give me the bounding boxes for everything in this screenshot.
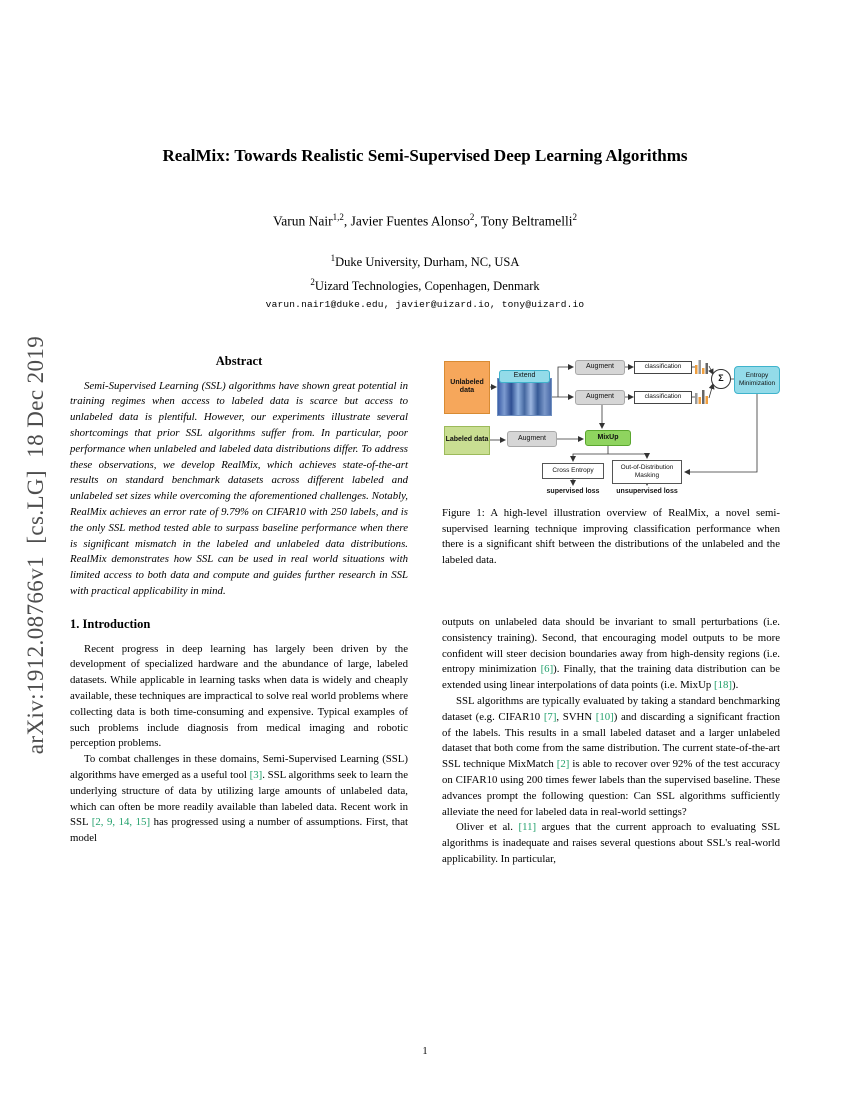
unlabeled-data-box: Unlabeled data [444, 361, 490, 414]
body-paragraph: Oliver et al. [11] argues that the current approach to evaluating SSL algorithms is inadequate and raises several questions about SSL's real-world applicability. In particular, [442, 821, 780, 865]
body-paragraph: SSL algorithms are typically evaluated by taking a standard benchmarking dataset (e.g. CIFAR10 [7], SVHN [10]) and discarding a significant fraction of the labels. This results in a small labeled dataset and a larger unlabeled dataset that both come from the same distribution. The current state-of-the-art SSL technique MixMatch [2] is able to recover over 92% of the test accuracy on CIFAR10 using 200 times fewer labels than the supervised baseline. These advances prompt the following question: Can SSL algorithms sufficiently alleviate the need for labeled data in real-world settings? [442, 694, 780, 818]
abstract-text [70, 379, 408, 600]
unsupervised-loss-label: unsupervised loss [616, 487, 678, 495]
cross-entropy-box: Cross Entropy [542, 463, 604, 479]
abstract-paragraph: Semi-Supervised Learning (SSL) algorithms have shown great potential in training regimes when access to labeled data is scarce but access to unlabeled data is plentiful. However, our experiments illustrate several shortcomings that prior SSL algorithms suffer from. In particular, poor performance when unlabeled and labeled data distributions differ. To address these observations, we develop RealMix, which achieves state-of-the-art results on standard benchmark datasets across different labeled and unlabeled set sizes while overcoming the aforementioned challenges. Notably, RealMix achieves an error rate of 9.79% on CIFAR10 with 250 labels, and is the only SSL method tested able to surpass baseline performance when there is significant mismatch in the labeled and unlabeled data distributions. RealMix demonstrates how SSL can be used in real world situations with limited access to both data and compute and guides further research in SSL with practical applicability in mind. [70, 379, 408, 597]
class-distribution-icon [695, 358, 709, 374]
author-emails: varun.nair1@duke.edu, javier@uizard.io, tony@uizard.io [265, 298, 585, 310]
augment-box-top: Augment [575, 360, 625, 375]
figure-caption: Figure 1: A high-level illustration overview of RealMix, a novel semi-supervised learning technique improving classification performance when there is a significant shift between the distributions of the unlabeled and the labeled data. [442, 506, 780, 567]
supervised-loss-label: supervised loss [546, 487, 600, 495]
right-column [442, 354, 780, 868]
citation-link[interactable]: [2] [556, 758, 570, 771]
intro-paragraph-1: Recent progress in deep learning has largely been driven by the development of specialized hardware and the abundance of large, labeled datasets. While applicable in learning tasks when data is widely and cheaply available, these techniques are impractical to solve real world problems where collecting data is both time-consuming and expensive. Typical examples of such problems include diagnosis from medical imaging and robotic perception problems. [70, 642, 408, 750]
citation-link[interactable]: [10] [595, 710, 614, 723]
affiliation: $^1$Duke University, Durham, NC, USA [330, 252, 520, 269]
citation-link[interactable]: [7] [543, 710, 557, 723]
left-column [70, 354, 408, 868]
figure-1-diagram [442, 354, 780, 506]
section-heading-introduction: 1. Introduction [70, 616, 151, 631]
affiliation: $^2$Uizard Technologies, Copenhagen, Denmark [310, 276, 540, 293]
body-paragraph: outputs on unlabeled data should be invariant to small perturbations (i.e. consistency training). Second, that encouraging model outputs to be more confident will steer decision boundaries away from high-density regions (i.e. entropy minimization [6]). Finally, that the training data distribution can be extended using linear interpolations of data points (i.e. MixUp [18]). [442, 616, 780, 692]
classification-box-bottom: classification [634, 391, 692, 404]
citation-link[interactable]: [2, 9, 14, 15] [91, 816, 151, 829]
mixup-box: MixUp [585, 430, 631, 446]
arxiv-banner: arXiv:1912.08766v1 [cs.LG] 18 Dec 2019 [23, 335, 48, 755]
paper-content [70, 0, 780, 868]
ood-masking-box: Out-of-Distribution Masking [612, 460, 682, 484]
citation-link[interactable]: [3] [249, 768, 263, 781]
extended-images-thumbnail [497, 378, 552, 416]
augment-box-middle: Augment [575, 390, 625, 405]
citation-link[interactable]: [11] [518, 821, 537, 834]
page-number: 1 [422, 1046, 428, 1057]
class-distribution-icon [695, 388, 709, 404]
abstract-heading: Abstract [215, 353, 263, 368]
two-column-body [70, 354, 780, 868]
extend-box: Extend [499, 370, 550, 383]
intro-paragraph-2: To combat challenges in these domains, Semi-Supervised Learning (SSL) algorithms have emerged as a useful tool [3]. SSL algorithms seek to learn the underlying structure of data by utilizing large amounts of unlabeled data, which can often be more readily available than labeled data. Recent work in SSL [2, 9, 14, 15] has progressed using a number of assumptions. First, that model [70, 753, 408, 845]
classification-box-top: classification [634, 361, 692, 374]
labeled-data-box: Labeled data [444, 426, 490, 455]
citation-link[interactable]: [6] [540, 663, 554, 676]
affiliations [70, 248, 780, 296]
right-column-text [442, 615, 780, 868]
citation-link[interactable]: [18] [713, 679, 732, 692]
authors-line: Varun Nair$^{1,2}$, Javier Fuentes Alonso$^2$, Tony Beltramelli$^2$ [272, 212, 578, 229]
augment-box-labeled: Augment [507, 431, 557, 447]
entropy-minimization-box: Entropy Minimization [734, 366, 780, 394]
sum-icon: Σ [711, 369, 731, 389]
paper-title: RealMix: Towards Realistic Semi-Supervised Deep Learning Algorithms [162, 146, 688, 165]
